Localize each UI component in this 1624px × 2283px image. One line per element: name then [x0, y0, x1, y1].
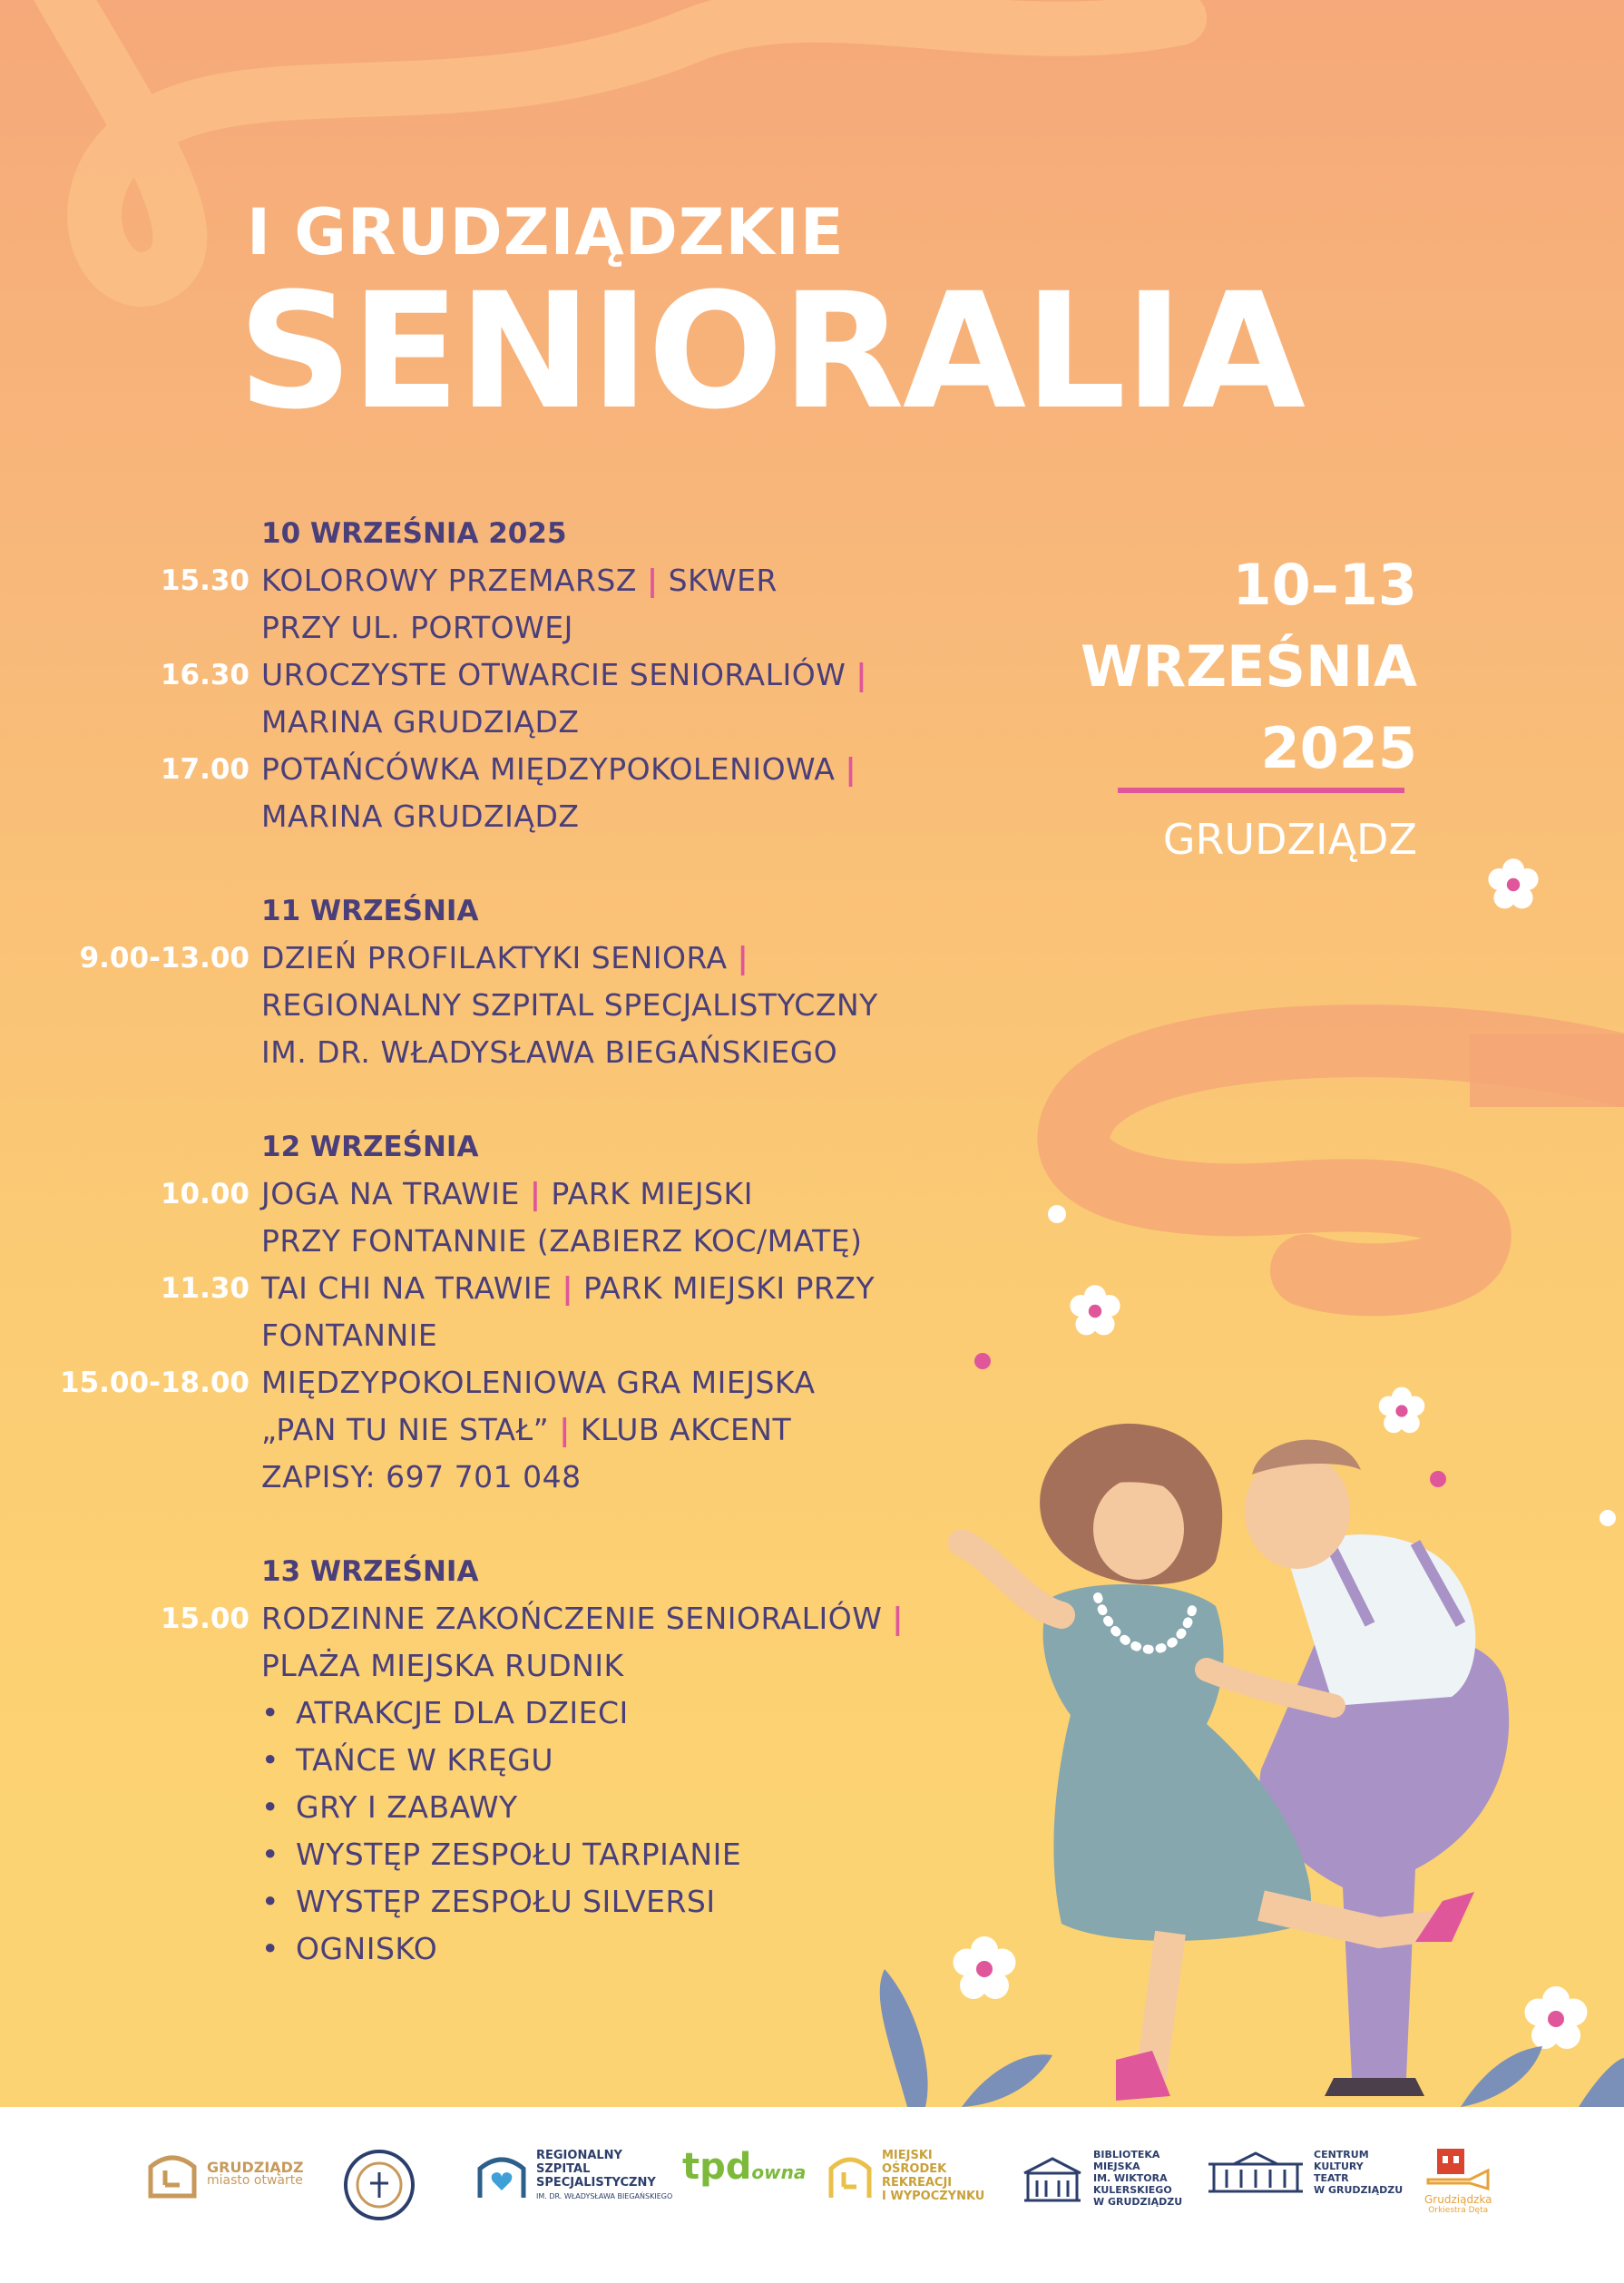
event-time: 16.30 [160, 659, 249, 691]
date-year: 2025 [1260, 715, 1417, 781]
logo-szpital: REGIONALNY SZPITAL SPECJALISTYCZNY IM. DR. WŁADYSŁAWA BIEGAŃSKIEGO [476, 2149, 672, 2203]
event-line: PRZY FONTANNIE (ZABIERZ KOC/MATĘ) [261, 1223, 863, 1259]
logo-tpd-seal [343, 2149, 416, 2221]
event-time: 10.00 [160, 1178, 249, 1210]
logo-centrum-kultury: CENTRUM KULTURY TEATR W GRUDZIĄDZU [1207, 2149, 1403, 2196]
event-line: FONTANNIE [261, 1318, 438, 1353]
event-time: 17.00 [160, 753, 249, 786]
event-time: 15.30 [160, 564, 249, 597]
logo-biblioteka: BIBLIOTEKA MIEJSKA IM. WIKTORA KULERSKIEGO W GRUDZIĄDZU [1021, 2149, 1182, 2208]
event-line: JOGA NA TRAWIE | PARK MIEJSKI [261, 1176, 753, 1211]
list-item: • GRY I ZABAWY [261, 1789, 518, 1825]
library-building-icon [1021, 2153, 1084, 2204]
date-range: 10–13 [1232, 552, 1417, 618]
event-city: GRUDZIĄDZ [1162, 815, 1417, 864]
event-line: „PAN TU NIE STAŁ” | KLUB AKCENT [261, 1412, 792, 1447]
hospital-heart-icon [476, 2151, 527, 2201]
day-heading: 10 WRZEŚNIA 2025 [261, 517, 567, 550]
list-item: • WYSTĘP ZESPOŁU SILVERSI [261, 1884, 716, 1919]
event-line: PRZY UL. PORTOWEJ [261, 610, 573, 645]
event-time: 9.00-13.00 [79, 942, 249, 975]
grudziadz-logo-icon [147, 2149, 198, 2200]
trumpet-castle-icon [1424, 2143, 1492, 2192]
event-line: MIĘDZYPOKOLENIOWA GRA MIEJSKA [261, 1365, 816, 1400]
event-line: TAI CHI NA TRAWIE | PARK MIEJSKI PRZY [261, 1270, 876, 1306]
event-time: 15.00-18.00 [60, 1367, 249, 1399]
day-heading: 13 WRZEŚNIA [261, 1555, 479, 1588]
logo-mosir: MIEJSKI OŚRODEK REKREACJI I WYPOCZYNKU [827, 2149, 984, 2203]
event-line: MARINA GRUDZIĄDZ [261, 799, 580, 834]
event-time: 15.00 [160, 1602, 249, 1635]
event-line: POTAŃCÓWKA MIĘDZYPOKOLENIOWA | [261, 751, 857, 787]
mosir-logo-icon [827, 2151, 873, 2201]
subtitle: I GRUDZIĄDZKIE [247, 195, 845, 269]
event-line: UROCZYSTE OTWARCIE SENIORALIÓW | [261, 657, 867, 692]
logo-grudziadz: GRUDZIĄDZ miasto otwarte [147, 2149, 304, 2200]
event-line: ZAPISY: 697 701 048 [261, 1459, 582, 1494]
event-line: REGIONALNY SZPITAL SPECJALISTYCZNY [261, 987, 878, 1023]
event-line: KOLOROWY PRZEMARSZ | SKWER [261, 563, 778, 598]
list-item: • OGNISKO [261, 1931, 438, 1966]
date-month: WRZEŚNIA [1080, 633, 1417, 700]
page-title: SENIORALIA [238, 259, 1304, 445]
logo-orkiestra: Grudziądzka Orkiestra Dęta [1424, 2143, 1492, 2216]
day-heading: 12 WRZEŚNIA [261, 1131, 479, 1163]
list-item: • WYSTĘP ZESPOŁU TARPIANIE [261, 1837, 742, 1872]
event-time: 11.30 [160, 1272, 249, 1305]
seal-icon [343, 2149, 416, 2221]
event-line: IM. DR. WŁADYSŁAWA BIEGAŃSKIEGO [261, 1034, 838, 1070]
event-line: MARINA GRUDZIĄDZ [261, 704, 580, 740]
event-line: PLAŻA MIEJSKA RUDNIK [261, 1648, 624, 1683]
list-item: • TAŃCE W KRĘGU [261, 1742, 554, 1778]
event-line: RODZINNE ZAKOŃCZENIE SENIORALIÓW | [261, 1601, 904, 1636]
list-item: • ATRAKCJE DLA DZIECI [261, 1695, 629, 1730]
logo-tpd: tpdowna [682, 2146, 807, 2188]
event-line: DZIEŃ PROFILAKTYKI SENIORA | [261, 940, 749, 975]
theatre-building-icon [1207, 2150, 1305, 2195]
day-heading: 11 WRZEŚNIA [261, 895, 479, 927]
